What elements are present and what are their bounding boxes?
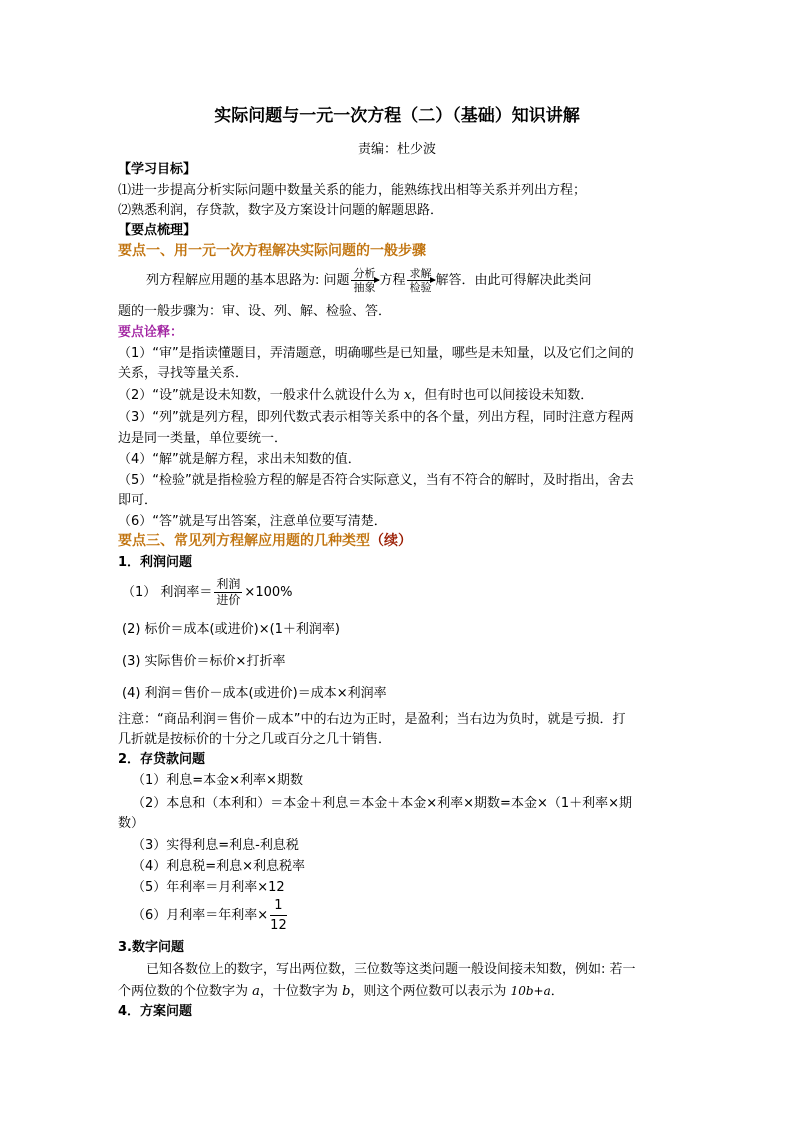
note-2-text-b: ，但有时也可以间接设未知数． — [411, 388, 594, 403]
deposit-item-1: （1）利息=本金×利率×期数 — [132, 773, 303, 788]
note-6: （6）“答”就是写出答案，注意单位要写清楚． — [118, 514, 387, 529]
arrow2-bottom-label: 检验 — [409, 281, 432, 294]
fraction-numerator: 1 — [270, 896, 287, 916]
profit-note-line2: 几折就是按标价的十分之几或百分之几十销售． — [118, 732, 392, 747]
goals-heading: 【学习目标】 — [118, 162, 197, 177]
point1-paragraph-line2: 题的一般步骤为：审、设、列、解、检验、答． — [118, 304, 392, 319]
profit-note-line1: 注意：“商品利润＝售价－成本”中的右边为正时，是盈利；当右边为负时，就是亏损．打 — [118, 712, 626, 727]
note-1-line2: 关系，寻找等量关系． — [118, 366, 249, 381]
fraction-denominator: 12 — [270, 918, 287, 933]
digits-text-d: ． — [550, 984, 564, 999]
deposit-item-6 — [132, 896, 289, 936]
note-1-line1: （1）“审”是指读懂题目，弄清题意，明确哪些是已知量，哪些是未知量，以及它们之间的 — [118, 346, 634, 361]
point1-text-b: 方程 — [379, 273, 406, 288]
arrow-solve — [407, 267, 435, 294]
digits-line1: 已知各数位上的数字，写出两位数，三位数等这类问题一般设间接未知数，例如: 若一 — [146, 962, 636, 977]
point3-heading — [118, 531, 412, 551]
profit-formula-1 — [122, 576, 292, 610]
editor-line: 责编：杜少波 — [357, 142, 436, 157]
arrow2-top-label: 求解 — [409, 267, 432, 280]
note-4: （4）“解”就是解方程，求出未知数的值． — [118, 452, 361, 467]
digits-var-b: b — [342, 984, 351, 999]
profit-formula-2: (2) 标价＝成本(或进价)×(1＋利润率) — [122, 622, 340, 637]
digits-line2 — [118, 981, 564, 1002]
deposit-item-3: （3）实得利息=利息-利息税 — [132, 838, 299, 853]
digits-text-c: ，则这个两位数可以表示为 — [350, 984, 507, 999]
note-2-text-a: （2）“设”就是设未知数，一般求什么就设什么为 — [118, 388, 400, 403]
monthly-rate-fraction — [270, 896, 287, 935]
deposit-item-6-prefix: （6）月利率＝年利率× — [132, 908, 269, 923]
deposit-item-5: （5）年利率＝月利率×12 — [132, 880, 285, 895]
profit-heading: 1．利润问题 — [118, 555, 193, 570]
note-3-line2: 边是同一类量，单位要统一． — [118, 431, 288, 446]
plan-heading: 4．方案问题 — [118, 1004, 193, 1019]
review-heading: 【要点梳理】 — [118, 223, 197, 238]
arrow-analyze — [351, 267, 379, 294]
goal-item-1: ⑴进一步提高分析实际问题中数量关系的能力，能熟练找出相等关系并列出方程； — [118, 183, 587, 198]
fraction-denominator: 进价 — [216, 593, 241, 607]
digits-heading: 3.数字问题 — [118, 940, 184, 955]
point3-heading-suffix: （续） — [370, 533, 412, 549]
note-5-line2: 即可． — [118, 493, 158, 508]
digits-text-b: ，十位数字为 — [259, 984, 338, 999]
point1-text-c: 解答．由此可得解决此类问 — [435, 273, 592, 288]
arrow1-top-label: 分析 — [353, 267, 376, 280]
deposit-heading: 2．存贷款问题 — [118, 752, 206, 767]
arrow1-bottom-label: 抽象 — [353, 281, 376, 294]
point1-paragraph-line1 — [146, 266, 592, 296]
profit-formula-1-suffix: ×100% — [244, 585, 293, 600]
document-title: 实际问题与一元一次方程（二）（基础）知识讲解 — [214, 106, 580, 126]
note-2 — [118, 386, 593, 406]
note-3-line1: （3）“列”就是列方程，即列代数式表示相等关系中的各个量，列出方程，同时注意方程两 — [118, 410, 634, 425]
deposit-item-4: （4）利息税=利息×利息税率 — [132, 859, 306, 874]
fraction-numerator: 利润 — [216, 577, 241, 591]
digits-text-a: 个两位数的个位数字为 — [118, 984, 249, 999]
digits-var-a: a — [252, 984, 260, 999]
profit-rate-fraction — [214, 577, 242, 608]
note-2-variable: x — [403, 388, 412, 403]
goal-item-2: ⑵熟悉利润，存贷款，数字及方案设计问题的解题思路． — [118, 203, 444, 218]
digits-expression: 10b+a — [510, 984, 551, 998]
profit-formula-1-prefix: （1） 利润率＝ — [122, 585, 213, 600]
profit-formula-3: (3) 实际售价＝标价×打折率 — [122, 654, 286, 669]
deposit-item-2-line2: 数） — [118, 816, 145, 831]
point1-heading: 要点一、用一元一次方程解决实际问题的一般步骤 — [118, 243, 426, 259]
deposit-item-2-line1: （2）本息和（本利和）＝本金＋利息＝本金＋本金×利率×期数=本金×（1＋利率×期 — [132, 796, 633, 811]
profit-formula-4: (4) 利润＝售价－成本(或进价)＝成本×利润率 — [122, 686, 387, 701]
notes-heading: 要点诠释： — [118, 325, 184, 340]
point1-text-a: 列方程解应用题的基本思路为: 问题 — [146, 273, 350, 288]
note-5-line1: （5）“检验”就是指检验方程的解是否符合实际意义，当有不符合的解时，及时指出，舍去 — [118, 473, 634, 488]
point3-heading-text: 要点三、常见列方程解应用题的几种类型 — [118, 533, 370, 549]
